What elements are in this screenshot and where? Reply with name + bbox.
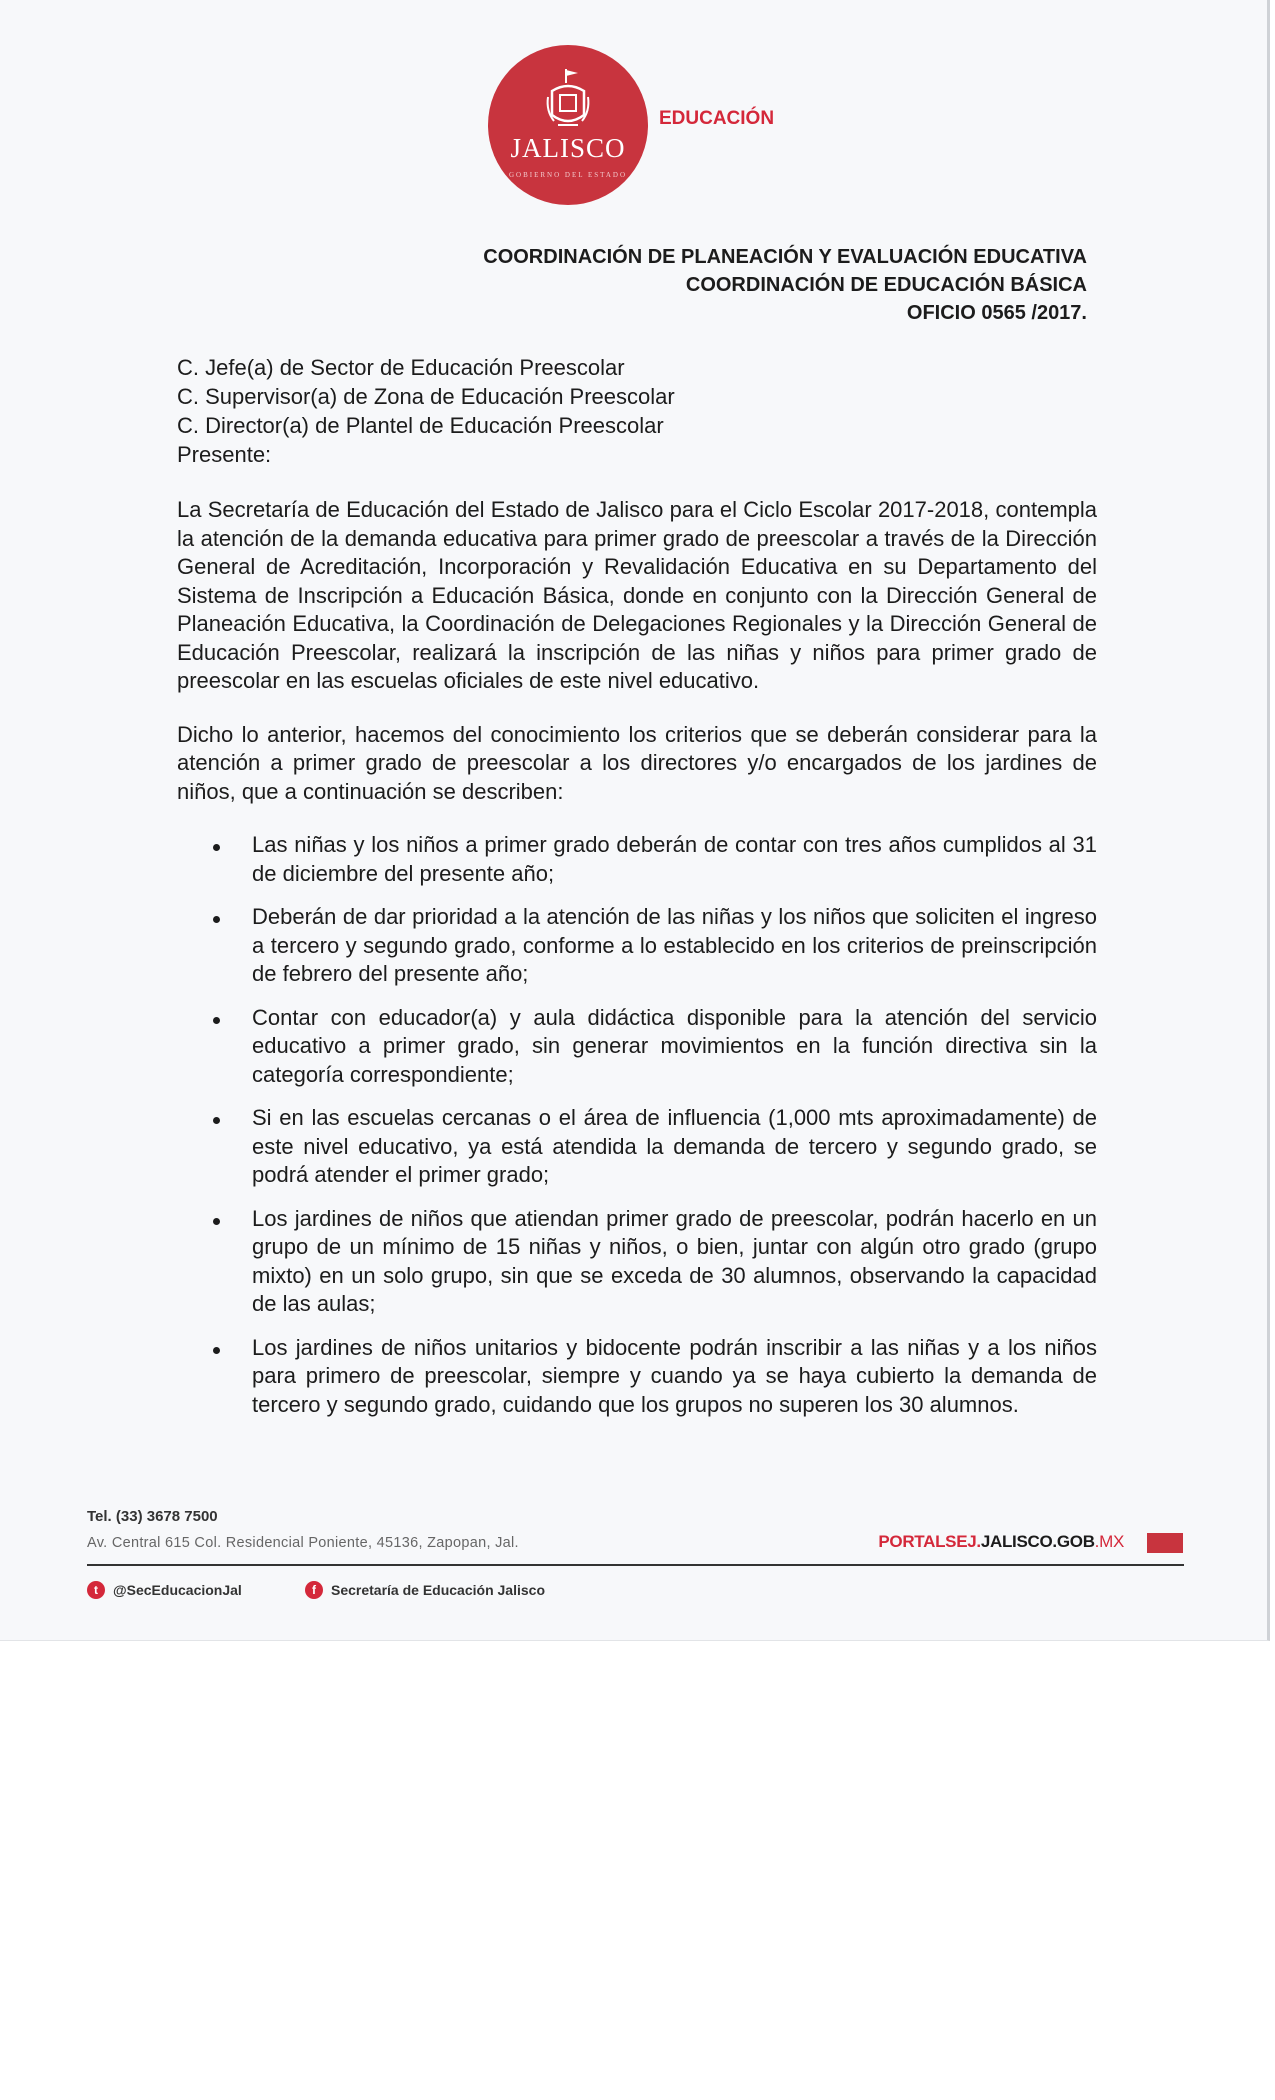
addressee-line: C. Supervisor(a) de Zona de Educación Preescolar bbox=[177, 384, 675, 409]
portal-part-b: JALISCO.GOB bbox=[980, 1532, 1095, 1551]
paragraph-intro: La Secretaría de Educación del Estado de Jalisco para el Ciclo Escolar 2017-2018, contempla la atención de la demanda educativa para primer grado de preescolar a través de la Dirección General de Acreditación, Incorporación y Revalidación Educativa en su Departamento del Sistema de Inscripción a Educación Básica, donde en conjunto con la Dirección General de Planeación Educativa, la Coordinación de Delegaciones Regionales y la Dirección General de Educación Preescolar, realizará la inscripción de las niñas y niños para primer grado de preescolar en las escuelas oficiales de este nivel educativo. bbox=[177, 497, 1097, 693]
heading-line-1: COORDINACIÓN DE PLANEACIÓN Y EVALUACIÓN EDUCATIVA bbox=[483, 246, 1087, 268]
bullet-icon bbox=[213, 1117, 220, 1124]
criteria-list bbox=[177, 831, 1097, 1419]
document-heading bbox=[483, 243, 1087, 327]
criterion-text: Los jardines de niños unitarios y bidocente podrán inscribir a las niñas y a los niños para primero de preescolar, siempre y cuando ya se haya cubierto la demanda de tercero y segundo grado, cuidando que los grupos no superen los 30 alumnos. bbox=[252, 1334, 1097, 1417]
list-item bbox=[177, 1004, 1097, 1090]
list-item bbox=[177, 1334, 1097, 1420]
criterion-text: Si en las escuelas cercanas o el área de influencia (1,000 mts aproximadamente) de este nivel educativo, ya está atendida la demanda de tercero y segundo grado, se podrá atender el primer grado; bbox=[252, 1105, 1097, 1187]
bullet-icon bbox=[213, 916, 220, 923]
bullet-icon bbox=[213, 844, 220, 851]
footer-divider bbox=[87, 1564, 1184, 1566]
bullet-icon bbox=[213, 1347, 220, 1354]
portal-part-a: PORTALSEJ. bbox=[878, 1532, 981, 1551]
list-item bbox=[177, 1104, 1097, 1190]
list-item bbox=[177, 1205, 1097, 1319]
portal-link[interactable] bbox=[878, 1532, 1124, 1552]
portal-color-block bbox=[1147, 1533, 1183, 1553]
coat-of-arms-icon bbox=[544, 67, 592, 143]
portal-part-c: .MX bbox=[1094, 1532, 1124, 1551]
jalisco-logo bbox=[488, 45, 648, 205]
bullet-icon bbox=[213, 1218, 220, 1225]
logo-name: JALISCO bbox=[510, 133, 626, 163]
twitter-icon: t bbox=[87, 1581, 105, 1599]
twitter-link[interactable] bbox=[87, 1581, 242, 1599]
criterion-text: Contar con educador(a) y aula didáctica disponible para la atención del servicio educativo a primer grado, sin generar movimientos en la función directiva sin la categoría correspondiente; bbox=[252, 1004, 1097, 1087]
footer-phone: Tel. (33) 3678 7500 bbox=[87, 1508, 218, 1525]
heading-line-3: OFICIO 0565 /2017. bbox=[906, 302, 1087, 324]
logo-subtitle: GOBIERNO DEL ESTADO bbox=[508, 171, 628, 179]
paragraph-criteria-intro: Dicho lo anterior, hacemos del conocimiento los criterios que se deberán considerar para la atención a primer grado de preescolar a los directores y/o encargados de los jardines de niños, que a continuación se describen: bbox=[177, 721, 1097, 804]
addressee-line: Presente: bbox=[177, 442, 272, 467]
facebook-link[interactable] bbox=[305, 1581, 545, 1599]
addressee-block bbox=[177, 353, 675, 469]
list-item bbox=[177, 903, 1097, 989]
letter-body bbox=[177, 496, 1097, 1434]
criterion-text: Deberán de dar prioridad a la atención de las niñas y los niños que soliciten el ingreso a tercero y segundo grado, conforme a lo establecido en los criterios de preinscripción de febrero del presente año; bbox=[252, 904, 1097, 986]
bullet-icon bbox=[213, 1017, 220, 1024]
heading-line-2: COORDINACIÓN DE EDUCACIÓN BÁSICA bbox=[685, 274, 1087, 296]
criterion-text: Los jardines de niños que atiendan primer grado de preescolar, podrán hacerlo en un grupo de un mínimo de 15 niñas y niños, o bien, juntar con algún otro grado (grupo mixto) en un solo grupo, sin que se exceda de 30 alumnos, observando la capacidad de las aulas; bbox=[252, 1205, 1097, 1316]
addressee-line: C. Jefe(a) de Sector de Educación Preescolar bbox=[177, 355, 625, 380]
facebook-icon: f bbox=[305, 1581, 323, 1599]
facebook-page: Secretaría de Educación Jalisco bbox=[331, 1582, 545, 1598]
twitter-handle: @SecEducacionJal bbox=[113, 1582, 242, 1598]
logo-unit-label: EDUCACIÓN bbox=[659, 108, 775, 129]
footer-address: Av. Central 615 Col. Residencial Poniente, 45136, Zapopan, Jal. bbox=[87, 1535, 519, 1551]
list-item bbox=[177, 831, 1097, 888]
criterion-text: Las niñas y los niños a primer grado deberán de contar con tres años cumplidos al 31 de diciembre del presente año; bbox=[252, 832, 1097, 886]
addressee-line: C. Director(a) de Plantel de Educación Preescolar bbox=[177, 413, 664, 438]
